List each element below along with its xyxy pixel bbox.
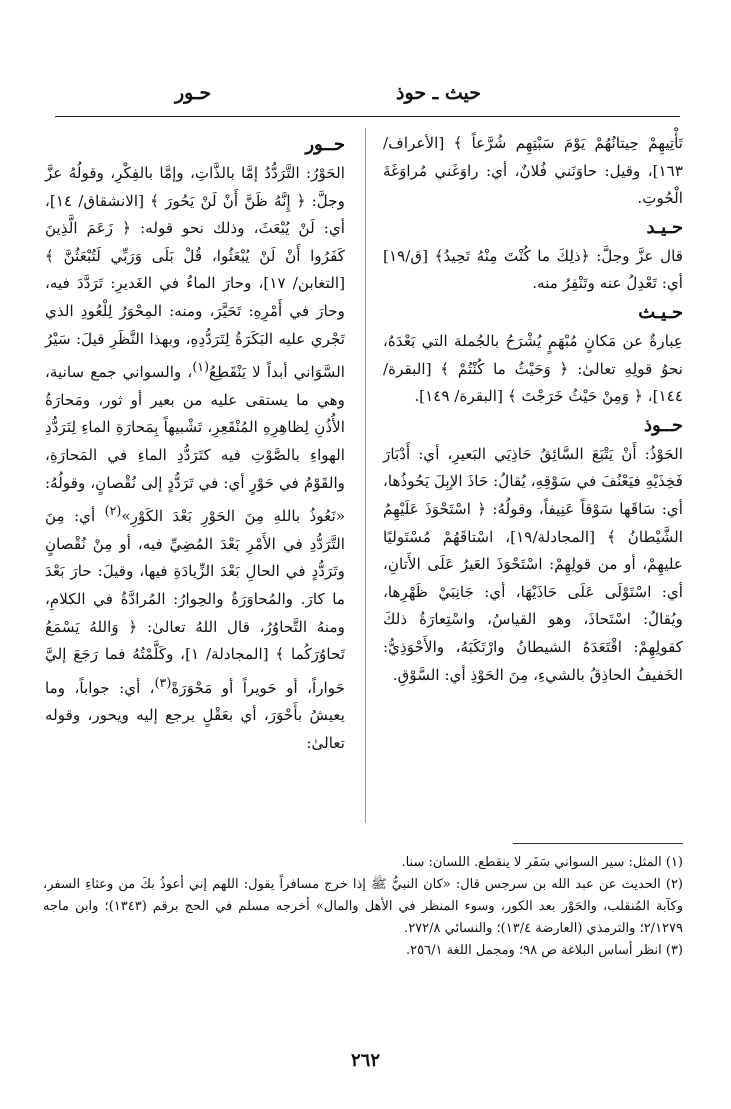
text-run: الحَوْرُ: التَّرَدُّدُ إمَّا بالذَّاتِ، وإمَّا بالفِكْرِ، وقولُهُ عزَّ وجلَّ: ﴿ إِنَّهُ ظَنَّ أَنْ لَنْ يَحُورَ ﴾ [الانشقاق/ ١٤]، أي: لَنْ يُبْعَثَ، وذلك نحو قوله: ﴿ زَعَمَ الَّذِينَ كَفَرُوا أَنْ لَنْ يُبْعَثُوا، قُلْ بَلَى وَرَبِّي لَتُبْعَثُنَّ ﴾ [التغابن/ ١٧]، وحارَ الماءُ في الغَديرِ: تَرَدَّدَ فيه، وحارَ في أَمْرِهِ: تَحَيَّرَ، ومنه: المِحْوَرُ لِلْعُودِ الذي تَجْري عليه البَكَرَةُ لِتَرَدُّدِهِ، وبهذا النَّظَرِ قيلَ: سَيْرُ السَّوَاني أبداً لا يَنْقَطِعُ: [45, 164, 345, 382]
paragraph: قال عزَّ وجلَّ: ﴿ذلِكَ ما كُنْتَ مِنْهُ تَحِيدُ﴾ [ق/١٩] أي: تَعْدِلُ عنه وتَنْفِرُ منه.: [383, 246, 683, 293]
footnote-marker: (٢): [104, 503, 122, 519]
column-divider: [365, 128, 366, 823]
footnote: (٣) انظر أساس البلاغة ص ٩٨؛ ومجمل اللغة ٢٥٦/١.: [406, 943, 683, 958]
text-run: أي: مِنَ التَّرَدُّدِ في الأَمْرِ بَعْدَ المُضِيِّ فيه، أو مِنْ نُقْصانٍ وتَرَدُّدٍ في الحالِ بَعْدَ الزِّيادَةِ فيها، وقيلَ: حارَ بَعْدَ ما كارَ. والمُحاوَرَةُ والحِوارُ: المُرادَّةُ في الكلامِ، ومنهُ التَّحاوُرُ، قال اللهُ تعالىٰ: ﴿ وَاللهُ يَسْمَعُ تَحاوُرَكُما ﴾ [المجادلة/ ١]، وكَلَّمْتُهُ فما رَجَعَ إليَّ حَواراً، أو حَويراً أو مَحْوَرَةً: [45, 507, 346, 697]
entry-heading-hawdh: حــوذ: [644, 414, 683, 436]
footnote: (١) المثل: سير السواني سَفَر لا ينقطع. اللسان: سنا.: [401, 855, 683, 870]
footnote-marker: (١): [192, 359, 210, 375]
text-run: ، والسواني جمع سانية، وهي ما يستقى عليه من بعير أو ثور، ومَحارَةُ الأُذُنِ لِظاهِرِهِ المُنْقَعِرِ، تَشْبيهاً بِمَحارَةِ الماءِ لِتَرَدُّدِ الهواءِ بالصَّوْتِ فيه كتَرَدُّدِ الماءِ في المَحارَةِ، والقَوْمُ في حَوْرٍ أي: في تَرَدُّدٍ إلى نُقْصانٍ، وقولُهُ: «نَعُوذُ باللهِ مِنَ الحَوْرِ بَعْدَ الكَوْرِ»: [45, 363, 345, 526]
paragraph: عِبارةٌ عن مَكانٍ مُبْهَمٍ يُشْرَحُ بالجُملة التي بَعْدَهُ، نحوُ قولِهِ تعالىٰ: ﴿ وَحَيْثُ ما كُنْتُمْ ﴾ [البقرة/ ١٤٤]، ﴿ وَمِنْ حَيْثُ خَرَجْتَ ﴾ [البقرة/ ١٤٩].: [383, 331, 683, 406]
text-run: ، أي: جواباً، وما يعيشُ بأَحْوَرَ، أي بعَقْلٍ يرجع إليه ويحور، وقوله تعالىٰ:: [45, 678, 345, 753]
header-rule: [55, 116, 680, 117]
entry-heading-haythu: حـيـث: [638, 301, 683, 323]
running-header-left: حـور: [175, 82, 212, 104]
paragraph: الحَوْذُ: أَنْ يَتْبَعَ السَّائِقُ حَاذِيَي البَعيرِ، أي: أَدْبَارَ فَخِذَيْهِ فيَعْنُفَ في سَوْقِهِ، يُقالُ: حَاذَ الإبِلَ يَحُوذُها، أي: سَاقَها سَوْقاً عَنِيفاً، وقولُهُ: ﴿ اسْتَحْوَذَ عَلَيْهِمُ الشَّيْطانُ ﴾ [المجادلة/١٩]، اسْتاقَهُمْ مُسْتَوليًا عليهِمْ، أو من قولِهِمْ: اسْتَحْوَذَ العَيرُ عَلَى الأَتانِ، أي: اسْتَوْلَى عَلَى حَاذَيْهَا، أي: جَانِبَيْ ظَهْرِها، ويُقالُ: اسْتَحاذَ، وهو القياسُ، واسْتِعارَةُ ذلكَ كقولِهِمْ: اقْتَعَدَهُ الشيطانُ وارْتَكَبَهُ، والأَحْوَذِيُّ: الخَفيفُ الحاذِقُ بالشيءِ، مِنَ الحَوْذِ أي: السَّوْقِ.: [383, 444, 683, 684]
paragraph: [45, 160, 345, 758]
page-number: ٢٦٢: [350, 1050, 380, 1071]
running-header-right: حيث ـ حوذ: [396, 82, 481, 104]
paragraph: تَأْتِيهِمْ حِيتانُهُمْ يَوْمَ سَبْتِهِم شُرَّعاً ﴾ [الأعراف/ ١٦٣]، وقيل: حاوَنَني فُلانٌ، أي: راوَغَني مُراوَغَةَ الْحُوتِ.: [383, 134, 683, 208]
footnote: (٢) الحديث عن عبد الله بن سرجس قال: «كان النبيُّ ﷺ إذا خرج مسافراً يقول: اللهم إني أعوذُ بكَ من وعثاءِ السفر، وكآبة المُنقلب، والحَوْر بعد الكور، وسوء المنظر في الأهل والمال» أخرجه مسلم في الحج برقم (١٣٤٣)؛ وابن ماجه ٢/١٢٧٩؛ والترمذي (العارضة ١٣/٤)؛ والنسائي ٢٧٢/٨.: [43, 877, 683, 936]
footnote-rule: [513, 843, 683, 844]
right-column: [383, 130, 683, 689]
footnote-marker: (٣): [154, 674, 172, 690]
entry-heading-hayd: حـيـد: [646, 216, 683, 238]
footnotes: [43, 852, 683, 962]
left-column: [45, 130, 345, 758]
entry-heading-hawr: حــور: [305, 134, 345, 155]
